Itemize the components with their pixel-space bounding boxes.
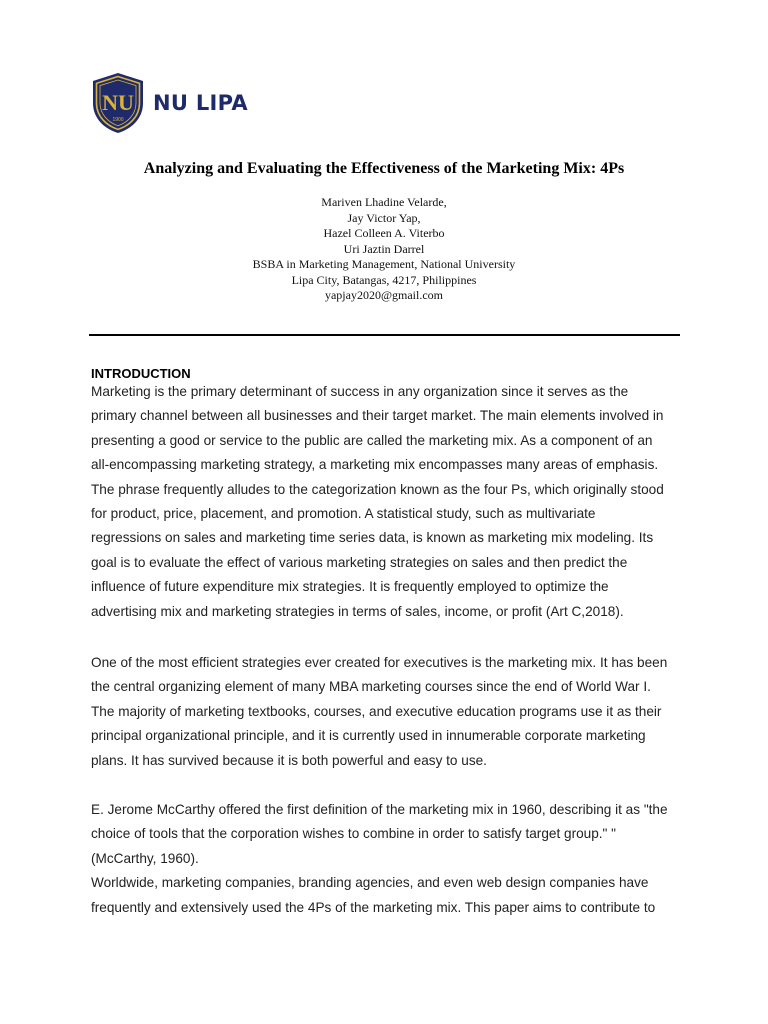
institution-logo xyxy=(92,72,248,134)
institution-name: NU LIPA xyxy=(153,91,248,115)
text-line: E. Jerome McCarthy offered the first definition of the marketing mix in 1960, describing it as "the xyxy=(91,802,668,817)
address: Lipa City, Batangas, 4217, Philippines xyxy=(291,272,477,287)
author-name: Uri Jaztin Darrel xyxy=(343,241,425,256)
text-line: principal organizational principle, and it is currently used in innumerable corporate marketing xyxy=(91,728,646,744)
text-line: all-encompassing marketing strategy, a marketing mix encompasses many areas of emphasis. xyxy=(91,457,659,473)
university-seal xyxy=(92,72,144,134)
text-line: The majority of marketing textbooks, courses, and executive education programs use it as their xyxy=(91,703,662,719)
text-line: primary channel between all businesses and their target market. The main elements involved in xyxy=(91,408,664,424)
author-email: yapjay2020@gmail.com xyxy=(324,288,444,302)
text-line: advertising mix and marketing strategies in terms of sales, income, or profit (Art C,2018). xyxy=(91,603,624,619)
text-line: presenting a good or service to the public are called the marketing mix. As a component of an xyxy=(91,432,653,448)
svg-text:1900: 1900 xyxy=(112,117,124,123)
text-line: (McCarthy, 1960). xyxy=(91,850,199,866)
text-line: the central organizing element of many MBA marketing courses since the end of World War I. xyxy=(91,679,651,695)
author-name: Jay Victor Yap, xyxy=(347,210,421,225)
intro-paragraph-3 xyxy=(91,798,681,920)
intro-paragraph-1 xyxy=(91,380,681,624)
text-line: The phrase frequently alludes to the categorization known as the four Ps, which originally stood xyxy=(91,481,664,497)
text-line: One of the most efficient strategies ever created for executives is the marketing mix. It has been xyxy=(91,655,668,670)
author-block xyxy=(0,195,768,304)
author-name: Mariven Lhadine Velarde, xyxy=(321,195,447,209)
svg-text:NU: NU xyxy=(102,90,134,115)
text-line: regressions on sales and marketing time series data, is known as marketing mix modeling. Its xyxy=(91,530,654,546)
text-line: plans. It has survived because it is both powerful and easy to use. xyxy=(91,752,487,768)
text-line: goal is to evaluate the effect of various marketing strategies on sales and then predict the xyxy=(91,554,628,570)
text-line: Worldwide, marketing companies, branding agencies, and even web design companies have xyxy=(91,875,649,891)
text-line: Marketing is the primary determinant of success in any organization since it serves as the xyxy=(91,384,629,399)
horizontal-divider xyxy=(89,334,680,336)
text-line: choice of tools that the corporation wishes to combine in order to satisfy target group." " xyxy=(91,826,616,842)
author-name: Hazel Colleen A. Viterbo xyxy=(323,226,445,240)
text-line: for product, price, placement, and promotion. A statistical study, such as multivariate xyxy=(91,506,596,522)
text-line: frequently and extensively used the 4Ps of the marketing mix. This paper aims to contribute to xyxy=(91,899,656,915)
affiliation: BSBA in Marketing Management, National University xyxy=(252,257,516,271)
text-line: influence of future expenditure mix strategies. It is frequently employed to optimize the xyxy=(91,579,609,595)
paper-title: Analyzing and Evaluating the Effectiveness of the Marketing Mix: 4Ps xyxy=(143,160,625,177)
section-heading: INTRODUCTION xyxy=(91,366,191,381)
intro-paragraph-2 xyxy=(91,651,681,773)
